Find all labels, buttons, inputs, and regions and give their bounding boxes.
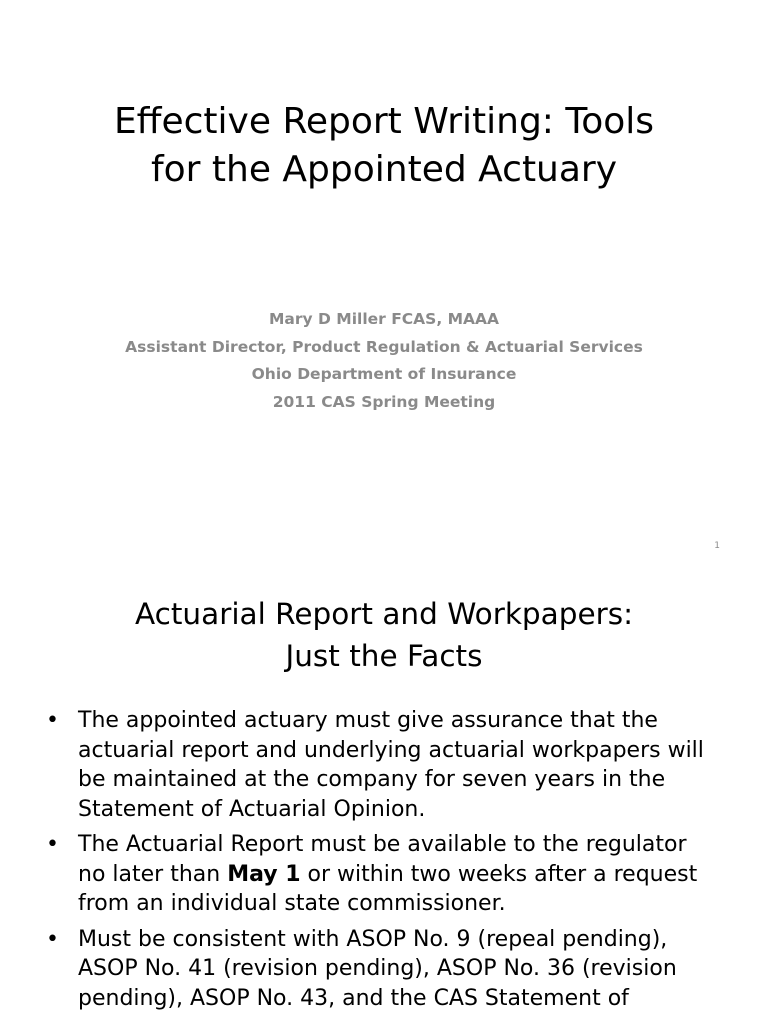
- presenter-organization: Ohio Department of Insurance: [251, 365, 517, 383]
- bullet-line: Statement of Actuarial Opinion.: [78, 796, 426, 822]
- bullet-icon: •: [46, 708, 59, 733]
- title-line: for the Appointed Actuary: [150, 149, 618, 190]
- title-line: Actuarial Report and Workpapers:: [134, 597, 634, 631]
- bullet-icon: •: [46, 926, 59, 952]
- bullet-line: actuarial report and underlying actuarial workpapers will: [78, 737, 704, 763]
- bullet-icon: •: [46, 832, 59, 857]
- bullet-line: from an individual state commissioner.: [78, 891, 506, 916]
- presenter-name: Mary D Miller FCAS, MAAA: [268, 310, 500, 328]
- bullet-line: Must be consistent with ASOP No. 9 (repeal pending),: [78, 926, 668, 952]
- bullet-text: [78, 706, 738, 824]
- presenter-info: [40, 306, 728, 416]
- bullet-item: [0, 925, 768, 1014]
- bullet-line: [78, 860, 738, 890]
- bullet-text: [78, 830, 738, 919]
- bullet-list: [0, 706, 768, 1019]
- page-number: 1: [714, 541, 720, 551]
- presenter-role: Assistant Director, Product Regulation & Actuarial Services: [125, 337, 643, 356]
- title-line: Just the Facts: [285, 639, 483, 673]
- bullet-text-segment: no later than: [78, 861, 228, 887]
- bullet-item: [0, 830, 768, 919]
- bullet-item: [0, 706, 768, 824]
- bullet-line: The appointed actuary must give assurance that the: [78, 708, 658, 733]
- slide-title: [40, 593, 728, 677]
- content-slide: [0, 560, 768, 1024]
- bullet-text-segment: or within two weeks after a request: [300, 861, 698, 887]
- title-line: Effective Report Writing: Tools: [113, 101, 655, 142]
- deadline-date: May 1: [227, 861, 301, 887]
- bullet-text: [78, 925, 738, 1014]
- event-name: 2011 CAS Spring Meeting: [272, 392, 496, 411]
- bullet-line: The Actuarial Report must be available to the regulator: [78, 832, 687, 857]
- bullet-line: be maintained at the company for seven years in the: [78, 767, 666, 792]
- bullet-line: ASOP No. 41 (revision pending), ASOP No. 36 (revision: [78, 956, 677, 981]
- presentation-title: [40, 98, 728, 194]
- bullet-line: pending), ASOP No. 43, and the CAS Statement of: [78, 985, 629, 1011]
